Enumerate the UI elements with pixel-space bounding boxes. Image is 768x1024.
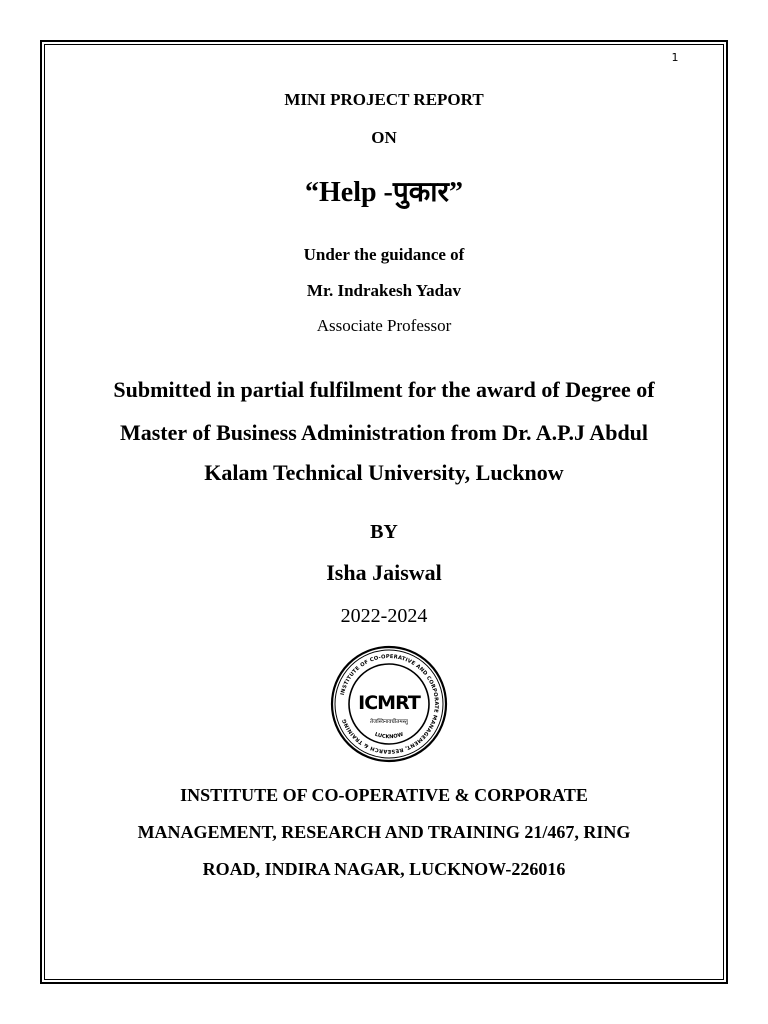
seal-emblem-text: ICMRT [358,692,420,714]
institute-line-1: INSTITUTE OF CO-OPERATIVE & CORPORATE [180,785,588,805]
institute-seal-logo [330,645,448,763]
page-number: 1 [671,51,679,64]
report-heading: MINI PROJECT REPORT [284,90,484,109]
session-years: 2022-2024 [340,605,428,627]
guide-name: Mr. Indrakesh Yadav [306,281,462,300]
institute-line-3: ROAD, INDIRA NAGAR, LUCKNOW-226016 [202,859,566,879]
seal-bottom-text: LUCKNOW [373,731,405,741]
report-heading-on: ON [371,128,397,147]
project-title: “Help -पुकार” [305,177,463,208]
submission-line-2: Master of Business Administration from Dr. A.P.J Abdul [119,420,649,445]
submission-line-3: Kalam Technical University, Lucknow [204,460,564,485]
institute-line-2: MANAGEMENT, RESEARCH AND TRAINING 21/467, RING [137,822,631,842]
svg-text:LUCKNOW [374,732,405,741]
seal-motto-text: तेजस्विनावधीतमस्तु [370,719,408,725]
seal-ring-text: INSTITUTE OF CO-OPERATIVE AND CORPORATE MANAGEMENT, RESEARCH & TRAINING [339,653,440,755]
guide-designation: Associate Professor [316,316,452,335]
student-name: Isha Jaiswal [326,560,442,585]
guidance-label: Under the guidance of [303,245,465,264]
by-label: BY [370,521,398,543]
submission-line-1: Submitted in partial fulfilment for the award of Degree of [113,377,655,402]
